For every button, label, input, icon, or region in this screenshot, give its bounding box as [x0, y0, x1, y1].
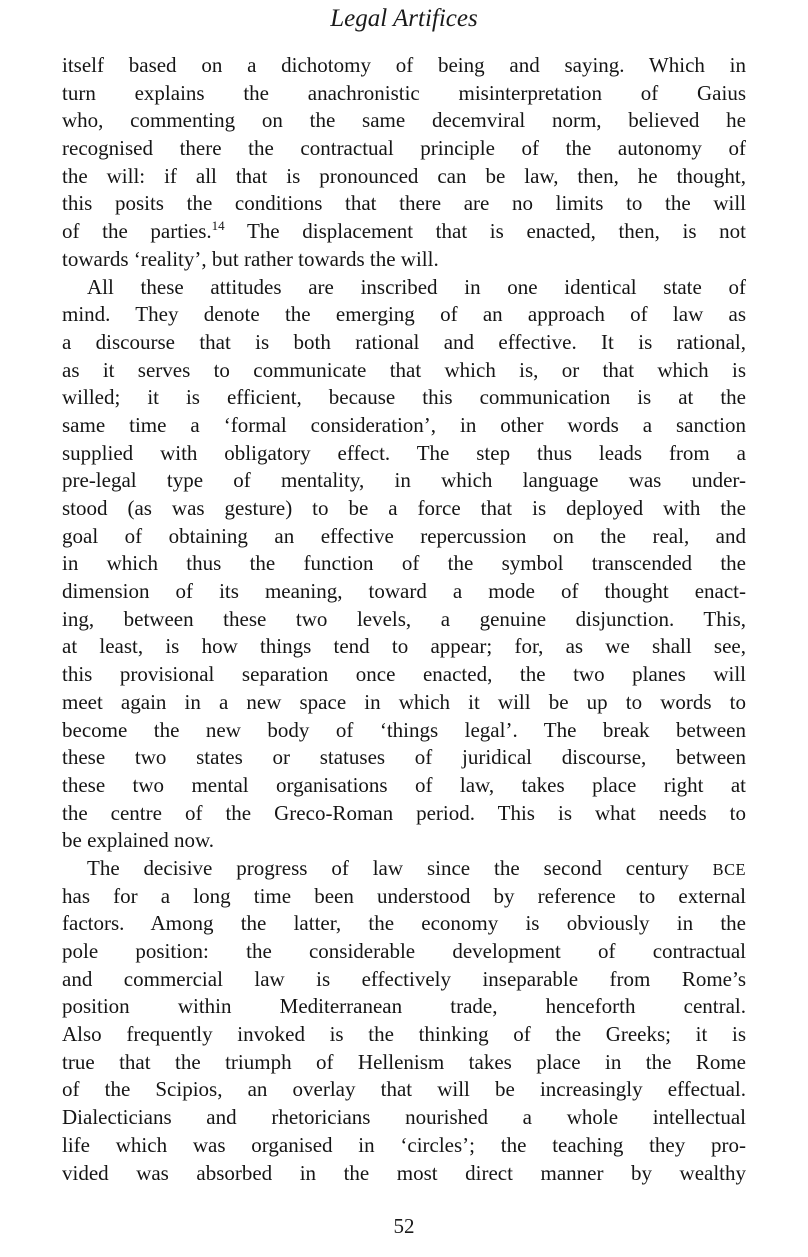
text-line: Dialecticians and rhetoricians nourished a whole intellectual — [62, 1105, 746, 1130]
page-body — [62, 52, 746, 1187]
text-line: has for a long time been understood by reference to external — [62, 883, 746, 908]
text-line: become the new body of ‘things legal’. The break between — [62, 717, 746, 742]
text-line: the will: if all that is pronounced can be law, then, he thought, — [62, 163, 746, 188]
running-header: Legal Artifices — [330, 5, 478, 32]
text-line: mind. They denote the emerging of an approach of law as — [62, 302, 746, 327]
text-line: as it serves to communicate that which is, or that which is — [62, 357, 746, 382]
text-line: goal of obtaining an effective repercussion on the real, and — [62, 523, 746, 548]
text-line: vided was absorbed in the most direct manner by wealthy — [62, 1160, 746, 1185]
page-number: 52 — [393, 1214, 415, 1238]
text-line: pre-legal type of mentality, in which language was under- — [62, 468, 746, 493]
text-line: these two mental organisations of law, takes place right at — [62, 772, 746, 797]
text-line: meet again in a new space in which it will be up to words to — [62, 689, 746, 714]
text-line: stood (as was gesture) to be a force that is deployed with the — [62, 496, 746, 520]
text-line: dimension of its meaning, toward a mode of thought enact- — [62, 579, 746, 604]
text-line: at least, is how things tend to appear; for, as we shall see, — [62, 634, 746, 659]
text-line: itself based on a dichotomy of being and saying. Which in — [62, 53, 746, 77]
text-line: who, commenting on the same decemviral norm, believed he — [62, 108, 746, 133]
text-line: pole position: the considerable development of contractual — [62, 939, 746, 963]
text-line: a discourse that is both rational and effective. It is rational, — [62, 329, 746, 354]
text-line: of the parties.$^{14}$ The displacement that is enacted, then, is not — [62, 218, 746, 244]
text-line: of the Scipios, an overlay that will be increasingly effectual. — [62, 1077, 746, 1102]
text-line: these two states or statuses of juridical discourse, between — [62, 745, 746, 770]
small-caps-era: BCE — [712, 859, 746, 879]
footnote-reference: 14 — [211, 218, 225, 234]
text-line: life which was organised in ‘circles’; the teaching they pro- — [62, 1132, 746, 1157]
text-line: Also frequently invoked is the thinking of the Greeks; it is — [62, 1022, 746, 1047]
text-line: turn explains the anachronistic misinterpretation of Gaius — [62, 80, 746, 105]
text-line: recognised there the contractual principle of the autonomy of — [62, 136, 746, 161]
text-line: towards ‘reality’, but rather towards the will. — [62, 246, 439, 271]
text-line: true that the triumph of Hellenism takes place in the Rome — [62, 1049, 746, 1074]
text-line: willed; it is efficient, because this communication is at the — [62, 385, 746, 410]
text-line: the centre of the Greco-Roman period. This is what needs to — [62, 800, 746, 825]
text-line: in which thus the function of the symbol transcended the — [62, 551, 746, 576]
text-line: position within Mediterranean trade, henceforth central. — [62, 994, 746, 1019]
text-line: ing, between these two levels, a genuine disjunction. This, — [62, 606, 746, 631]
text-line: factors. Among the latter, the economy is obviously in the — [62, 911, 746, 936]
text-line: be explained now. — [62, 828, 215, 853]
text-line: this posits the conditions that there are no limits to the will — [62, 191, 746, 216]
text-line: this provisional separation once enacted, the two planes will — [62, 662, 746, 687]
text-line: and commercial law is effectively inseparable from Rome’s — [62, 966, 746, 991]
text-line: All these attitudes are inscribed in one identical state of — [87, 274, 746, 299]
text-line: same time a ‘formal consideration’, in other words a sanction — [62, 412, 746, 437]
text-line: supplied with obligatory effect. The step thus leads from a — [62, 440, 746, 465]
text-line: The decisive progress of law since the second century BCE — [87, 855, 746, 880]
